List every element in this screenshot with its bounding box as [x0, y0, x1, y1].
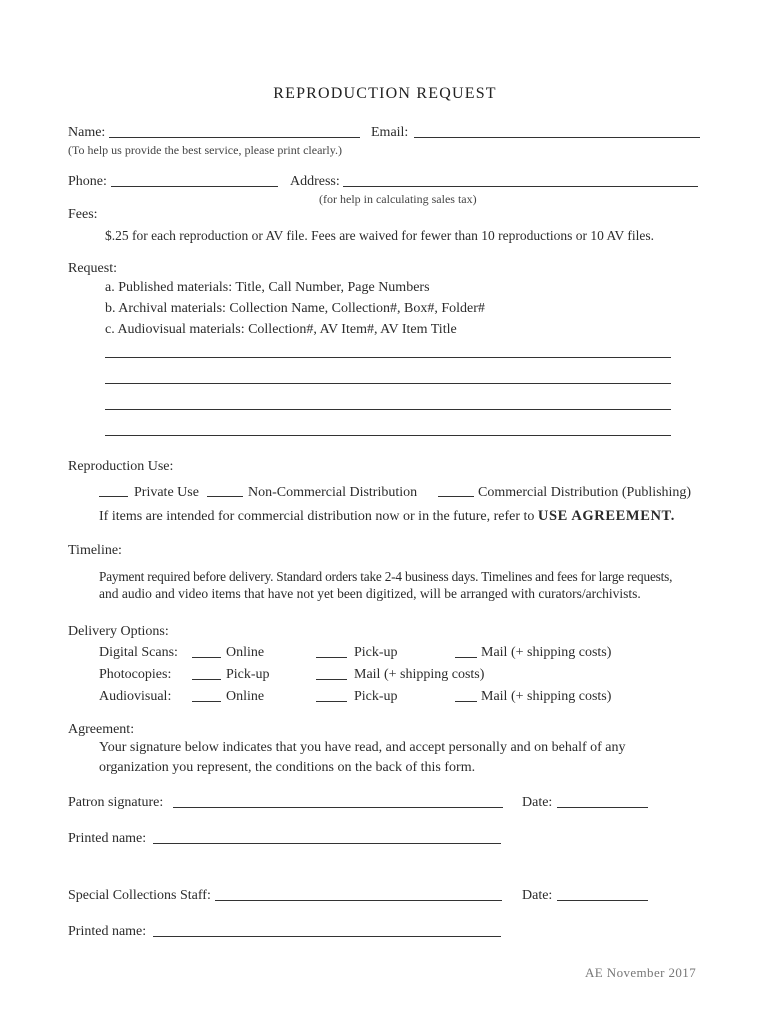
staff-date-field[interactable] [557, 900, 648, 901]
delivery-option: Pick-up [226, 667, 270, 682]
patron-date-field[interactable] [557, 807, 648, 808]
agreement-line-2: organization you represent, the conditions on the back of this form. [99, 760, 476, 775]
request-line-4[interactable] [105, 435, 671, 436]
request-line-1[interactable] [105, 357, 671, 358]
address-field[interactable] [343, 186, 698, 187]
request-item-archival: b. Archival materials: Collection Name, Collection#, Box#, Folder# [105, 301, 485, 316]
patron-signature-label: Patron signature: [68, 795, 164, 810]
timeline-line-2: and audio and video items that have not yet been digitized, will be arranged with curators/archivists. [99, 586, 641, 601]
address-label: Address: [290, 174, 340, 189]
use-note-text: If items are intended for commercial distribution now or in the future, refer to [99, 509, 535, 524]
timeline-line-1: Payment required before delivery. Standard orders take 2-4 business days. Timelines and fees for large requests, [99, 569, 673, 584]
request-item-audiovisual: c. Audiovisual materials: Collection#, AV Item#, AV Item Title [105, 322, 457, 337]
staff-printed-name-field[interactable] [153, 936, 501, 937]
name-field[interactable] [109, 137, 360, 138]
timeline-label: Timeline: [68, 543, 122, 558]
use-note [99, 509, 675, 524]
commercial-label: Commercial Distribution (Publishing) [478, 485, 692, 500]
delivery-row-label: Audiovisual: [99, 689, 172, 704]
delivery-options-label: Delivery Options: [68, 624, 169, 639]
patron-signature-field[interactable] [173, 807, 503, 808]
private-use-label: Private Use [134, 485, 199, 500]
staff-signature-field[interactable] [215, 900, 502, 901]
name-note: (To help us provide the best service, please print clearly.) [68, 143, 342, 157]
av-online-blank[interactable] [192, 701, 221, 702]
photocopies-pickup-blank[interactable] [192, 679, 221, 680]
reproduction-use-label: Reproduction Use: [68, 459, 174, 474]
patron-printed-name-field[interactable] [153, 843, 501, 844]
scans-online-blank[interactable] [192, 657, 221, 658]
delivery-row-label: Digital Scans: [99, 645, 178, 660]
delivery-option: Mail (+ shipping costs) [481, 645, 612, 660]
delivery-row-label: Photocopies: [99, 667, 172, 682]
address-note: (for help in calculating sales tax) [319, 192, 477, 206]
delivery-option: Pick-up [354, 645, 398, 660]
photocopies-mail-blank[interactable] [316, 679, 347, 680]
delivery-option: Pick-up [354, 689, 398, 704]
form-title: REPRODUCTION REQUEST [273, 85, 497, 102]
delivery-option: Online [226, 645, 265, 660]
private-use-blank[interactable] [99, 496, 128, 497]
use-agreement-link[interactable]: USE AGREEMENT. [537, 508, 675, 524]
request-line-2[interactable] [105, 383, 671, 384]
agreement-line-1: Your signature below indicates that you have read, and accept personally and on behalf of any [99, 740, 626, 755]
commercial-blank[interactable] [438, 496, 474, 497]
footer-revision: AE November 2017 [585, 965, 697, 980]
fees-label: Fees: [68, 207, 98, 222]
name-label: Name: [68, 125, 106, 140]
agreement-label: Agreement: [68, 722, 135, 737]
request-label: Request: [68, 261, 117, 276]
patron-date-label: Date: [522, 795, 553, 810]
noncommercial-label: Non-Commercial Distribution [248, 485, 418, 500]
email-label: Email: [371, 125, 409, 140]
scans-pickup-blank[interactable] [316, 657, 347, 658]
delivery-option: Mail (+ shipping costs) [481, 689, 612, 704]
scans-mail-blank[interactable] [455, 657, 477, 658]
request-line-3[interactable] [105, 409, 671, 410]
fees-text: $.25 for each reproduction or AV file. Fees are waived for fewer than 10 reproductions or 10 AV files. [105, 228, 654, 243]
delivery-option: Online [226, 689, 265, 704]
phone-label: Phone: [68, 174, 107, 189]
staff-date-label: Date: [522, 888, 553, 903]
av-mail-blank[interactable] [455, 701, 477, 702]
email-field[interactable] [414, 137, 700, 138]
staff-printed-name-label: Printed name: [68, 924, 147, 939]
request-item-published: a. Published materials: Title, Call Number, Page Numbers [105, 280, 430, 295]
delivery-option: Mail (+ shipping costs) [354, 667, 485, 682]
patron-printed-name-label: Printed name: [68, 831, 147, 846]
phone-field[interactable] [111, 186, 278, 187]
staff-signature-label: Special Collections Staff: [68, 888, 211, 903]
noncommercial-blank[interactable] [207, 496, 243, 497]
av-pickup-blank[interactable] [316, 701, 347, 702]
